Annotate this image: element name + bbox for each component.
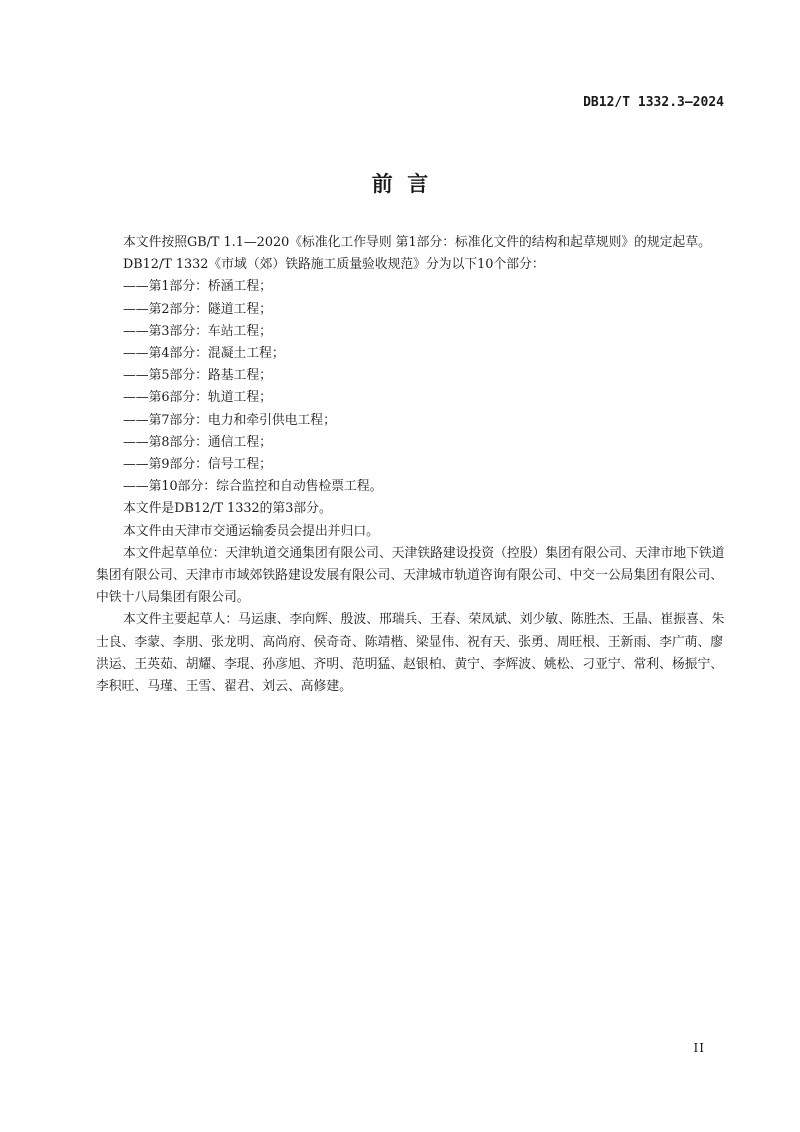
- list-item: ——第5部分：路基工程；: [123, 368, 272, 384]
- paragraph-proposer: 本文件由天津市交通运输委员会提出并归口。: [123, 523, 379, 539]
- list-item: ——第1部分：桥涵工程；: [123, 279, 272, 295]
- list-item: ——第10部分：综合监控和自动售检票工程。: [123, 479, 383, 495]
- list-item: ——第8部分：通信工程；: [123, 434, 272, 450]
- list-item: ——第9部分：信号工程；: [123, 457, 272, 473]
- paragraph-part-number: 本文件是DB12/T 1332的第3部分。: [123, 501, 332, 517]
- document-code: DB12/T 1332.3—2024: [583, 95, 724, 110]
- paragraph-drafting-basis: 本文件按照GB/T 1.1—2020《标准化工作导则 第1部分：标准化文件的结构和起草规则》的规定起草。: [123, 235, 711, 250]
- list-item: ——第6部分：轨道工程；: [123, 390, 272, 406]
- paragraph-drafting-units: 本文件起草单位：天津轨道交通集团有限公司、天津铁路建设投资（控股）集团有限公司、天津市地下铁道集团有限公司、天津市市域郊铁路建设发展有限公司、天津城市轨道咨询有限公司、中交一公局集团有限公司、中铁十八局集团有限公司。: [96, 545, 725, 606]
- list-item: ——第2部分：隧道工程；: [123, 301, 272, 317]
- page-number: II: [693, 1041, 705, 1055]
- paragraph-drafters: 本文件主要起草人：马运康、李向辉、殷波、邢瑞兵、王春、荣凤斌、刘少敏、陈胜杰、王晶、崔振喜、朱士良、李蒙、李朋、张龙明、高尚府、侯奇奇、陈靖楷、梁显伟、祝有天、张勇、周旺根、王新雨、李广萌、廖洪运、王英茹、胡耀、李琨、孙彦旭、齐明、范明猛、赵银柏、黄宁、李辉波、姚松、刁亚宁、常利、杨振宁、李积旺、马瑾、王雪、翟君、刘云、高修建。: [96, 612, 725, 695]
- paragraph-parts-intro: DB12/T 1332《市域（郊）铁路施工质量验收规范》分为以下10个部分：: [123, 257, 545, 273]
- list-item: ——第3部分：车站工程；: [123, 323, 272, 339]
- list-item: ——第7部分：电力和牵引供电工程；: [123, 412, 336, 428]
- list-item: ——第4部分：混凝土工程；: [123, 346, 285, 362]
- page-title: 前 言: [371, 172, 429, 196]
- foreword-body: [96, 232, 726, 698]
